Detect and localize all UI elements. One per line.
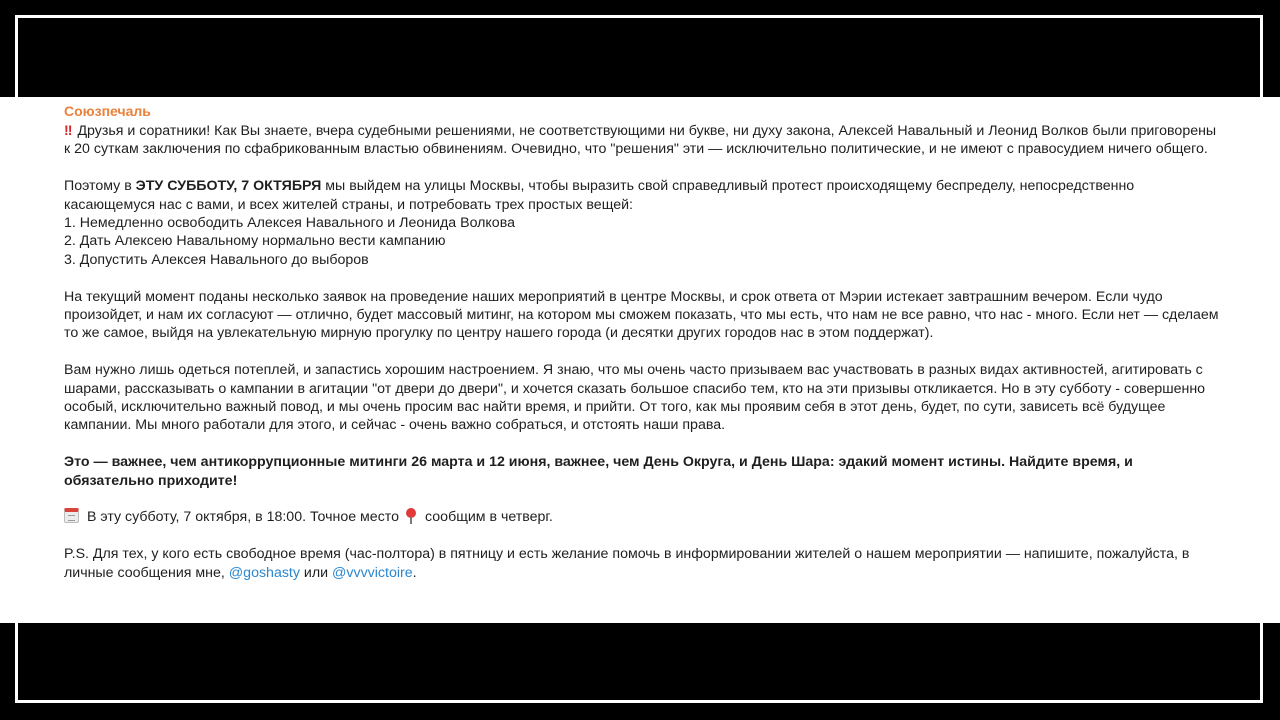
message-paragraph-intro (64, 122, 1224, 159)
chat-message (64, 102, 1224, 582)
event-text-pre: В эту субботу, 7 октября, в 18:00. Точное место (87, 509, 400, 526)
event-line (64, 508, 1224, 526)
calendar-icon (64, 508, 79, 523)
double-exclamation-icon: !! (64, 123, 72, 139)
sender-name[interactable]: Союзпечаль (64, 103, 151, 119)
call-text-post: мы выйдем на улицы Москвы, чтобы выразить свой справедливый протест происходящему беспределу, непосредственно касающемуся нас с вами, и всех жителей страны, и потребовать трех простых вещей: (64, 178, 1135, 213)
list-item: 2. Дать Алексею Навальному нормально вести кампанию (64, 233, 446, 250)
mention-link-goshasty[interactable]: @goshasty (228, 564, 300, 581)
mention-link-vvvvictoire[interactable]: @vvvvictoire (331, 564, 413, 581)
list-item: 3. Допустить Алексея Навального до выборов (64, 251, 369, 268)
location-pin-icon (405, 508, 417, 524)
ps-text: P.S. Для тех, у кого есть свободное время (час-полтора) в пятницу и есть желание помочь в информировании жителей о нашем мероприятии — напишите, пожалуйста, в личные сообщения мне, (64, 546, 1190, 581)
call-date-bold: ЭТУ СУББОТУ, 7 ОКТЯБРЯ (135, 178, 322, 195)
call-text-pre: Поэтому в (64, 178, 136, 195)
ps-end: . (412, 564, 417, 581)
message-paragraph-appeal: Вам нужно лишь одеться потеплей, и запастись хорошим настроением. Я знаю, что мы очень часто призываем вас участвовать в разных видах активностей, агитировать с шарами, рассказывать о кампании в агитации "от двери до двери", и хочется сказать большое спасибо тем, кто на эти призывы откликается. Но в эту субботу - совершенно особый, исключительно важный повод, и мы очень просим вас найти время, и прийти. От того, как мы проявим себя в этот день, будет, по сути, зависеть всё будущее кампании. Мы много работали для этого, и сейчас - очень важно собраться, и отстоять наши права. (64, 362, 1206, 434)
intro-text: Друзья и соратники! Как Вы знаете, вчера судебными решениями, не соответствующими ни букве, ни духу закона, Алексей Навальный и Леонид Волков были приговорены к 20 суткам заключения по сфабрикованным властью обвинениям. Очевидно, что "решения" эти — исключительно политические, и не имеют с правосудием ничего общего. (64, 123, 1217, 158)
demands-list (64, 214, 1224, 269)
message-paragraph-status: На текущий момент поданы несколько заявок на проведение наших мероприятий в центре Москвы, и срок ответа от Мэрии истекает завтрашним вечером. Если чудо произойдет, и нам их согласуют — отлично, будет массовый митинг, на котором мы сможем показать, что мы есть, что нам не все равно, что нас - много. Если нет — сделаем то же самое, выйдя на увлекательную мирную прогулку по центру нашего города (и десятки других городов нас в этом поддержат). (64, 288, 1219, 342)
event-text-post: сообщим в четверг. (425, 509, 553, 526)
message-paragraph-importance: Это — важнее, чем антикоррупционные митинги 26 марта и 12 июня, важнее, чем День Округа, и День Шара: эдакий момент истины. Найдите время, и обязательно приходите! (64, 454, 1133, 489)
ps-or: или (299, 564, 332, 581)
list-item: 1. Немедленно освободить Алексея Навального и Леонида Волкова (64, 215, 515, 232)
message-paragraph-call (64, 177, 1224, 214)
message-paragraph-ps (64, 545, 1224, 582)
